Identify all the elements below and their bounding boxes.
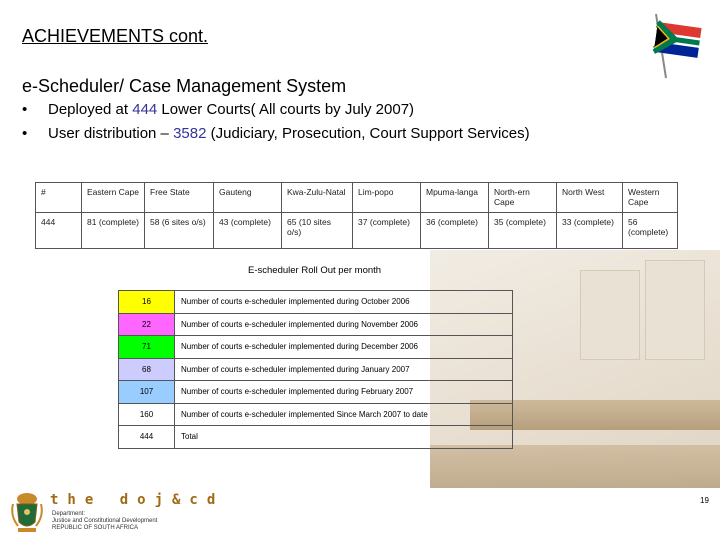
page-title: ACHIEVEMENTS cont. [22, 26, 209, 46]
value-cell: 33 (complete) [557, 213, 623, 249]
table-row [119, 313, 513, 336]
description-cell: Number of courts e-scheduler implemented during December 2006 [175, 336, 513, 359]
header-cell: Free State [145, 183, 214, 213]
header-cell: Kwa-Zulu-Natal [282, 183, 353, 213]
value-cell: 58 (6 sites o/s) [145, 213, 214, 249]
description-cell: Number of courts e-scheduler implemented during November 2006 [175, 313, 513, 336]
table-row [119, 291, 513, 314]
header-cell: Western Cape [623, 183, 678, 213]
count-cell: 16 [119, 291, 175, 314]
header-cell: Mpuma-langa [421, 183, 489, 213]
value-cell: 81 (complete) [82, 213, 145, 249]
header-cell: Gauteng [214, 183, 282, 213]
table-row [36, 213, 678, 249]
table-row [119, 336, 513, 359]
south-africa-flag-icon [648, 10, 708, 80]
value-cell: 37 (complete) [353, 213, 421, 249]
value-cell: 56 (complete) [623, 213, 678, 249]
value-cell: 65 (10 sites o/s) [282, 213, 353, 249]
coat-of-arms-icon [10, 490, 44, 534]
bullet-item: • Deployed at 444 Lower Courts( All courts by July 2007) [22, 98, 530, 122]
count-cell: 22 [119, 313, 175, 336]
value-cell: 444 [36, 213, 82, 249]
header-cell: Eastern Cape [82, 183, 145, 213]
brand-logo-text: the doj&cd [50, 492, 225, 508]
description-cell: Number of courts e-scheduler implemented during February 2007 [175, 381, 513, 404]
description-cell: Number of courts e-scheduler implemented during October 2006 [175, 291, 513, 314]
table-row [119, 403, 513, 426]
page-number: 19 [700, 496, 709, 505]
description-cell: Number of courts e-scheduler implemented Since March 2007 to date [175, 403, 513, 426]
description-cell: Number of courts e-scheduler implemented during January 2007 [175, 358, 513, 381]
bullet-list [22, 98, 530, 146]
count-cell: 444 [119, 426, 175, 449]
table-row [119, 358, 513, 381]
value-cell: 43 (complete) [214, 213, 282, 249]
count-cell: 71 [119, 336, 175, 359]
count-cell: 107 [119, 381, 175, 404]
province-table [35, 182, 678, 249]
header-cell: North West [557, 183, 623, 213]
bullet-icon: • [22, 101, 28, 118]
table-header-row [36, 183, 678, 213]
table-row [119, 426, 513, 449]
table-row [119, 381, 513, 404]
header-cell: # [36, 183, 82, 213]
bullet-icon: • [22, 125, 28, 142]
description-cell: Total [175, 426, 513, 449]
department-name: Department: Justice and Constitutional Development REPUBLIC OF SOUTH AFRICA [52, 511, 158, 531]
rollout-title: E-scheduler Roll Out per month [248, 265, 382, 276]
section-subtitle: e-Scheduler/ Case Management System [22, 76, 347, 96]
header-cell: North-ern Cape [489, 183, 557, 213]
count-cell: 160 [119, 403, 175, 426]
count-cell: 68 [119, 358, 175, 381]
value-cell: 35 (complete) [489, 213, 557, 249]
value-cell: 36 (complete) [421, 213, 489, 249]
bullet-item: • User distribution – 3582 (Judiciary, Prosecution, Court Support Services) [22, 122, 530, 146]
rollout-table [118, 290, 513, 449]
header-cell: Lim-popo [353, 183, 421, 213]
